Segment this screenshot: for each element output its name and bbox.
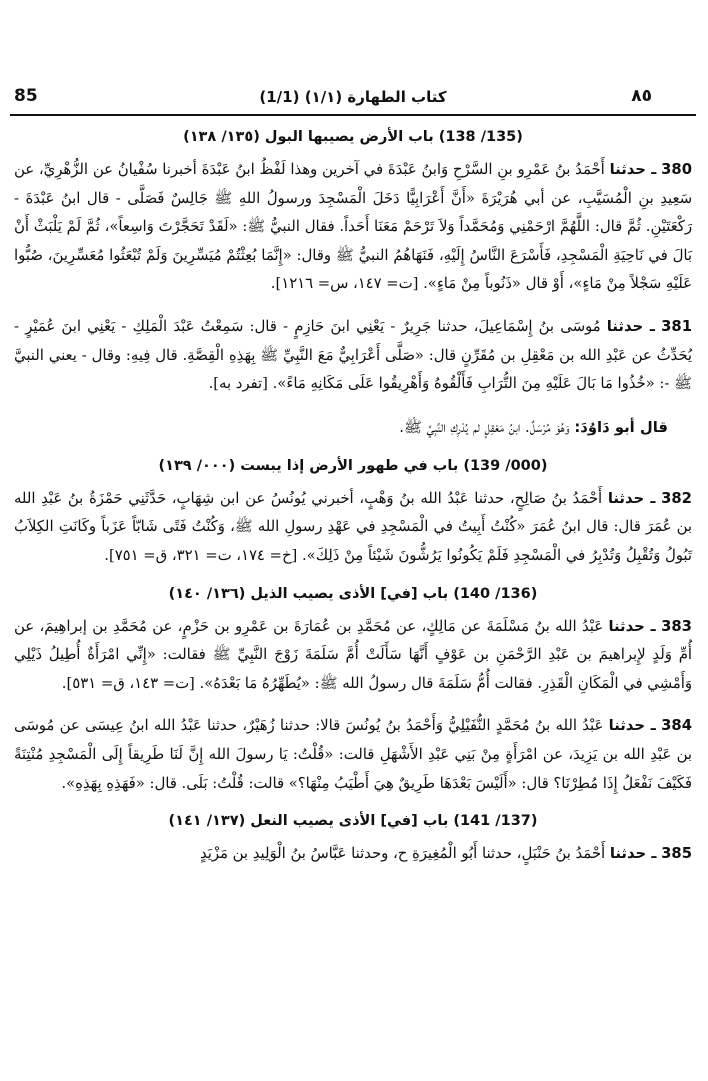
abu-dawud-note xyxy=(14,413,692,443)
hadith-384 xyxy=(14,712,692,798)
hadith-lead: ـ حدثنا xyxy=(609,161,657,178)
hadith-lead: ـ حدثنا xyxy=(606,317,655,335)
hadith-lead: ـ حدثنا xyxy=(607,489,656,507)
chapter-heading-141: (137/ 141) باب [في] الأذى يصيب النعل (١٣٧/ ١٤١) xyxy=(168,813,538,830)
running-title: (1/1) كتاب الطهارة (١/١) xyxy=(259,88,447,106)
hadith-number: 380 xyxy=(661,161,692,178)
page-header xyxy=(10,84,696,116)
page-number-arabic: ٨٥ xyxy=(631,86,652,106)
chapter-heading-139: (000/ 139) باب في طهور الأرض إذا يبست (٠٠٠/ ١٣٩) xyxy=(158,457,548,474)
chapter-heading-138: (135/ 138) باب الأرض يصيبها البول (١٣٥/ ١٣٨) xyxy=(183,129,523,145)
hadith-text: عَبْدُ الله بنُ مَسْلَمَةَ عن مَالِكٍ، عن مُحَمَّدِ بن عُمَارَةَ بن عَمْرِو بن حَزْمٍ، عن مُحَمَّدِ بن إبراهِيمَ، عن أُمِّ وَلَدٍ لإِبراهيمَ بن عَبْدِ الرَّحْمَنِ بن عَوْفٍ أَنَّهَا سَأَلَتْ أُمَّ سَلَمَةَ زَوْجَ النَّبِيِّ ﷺ فقالت: «إِنِّي امْرَأَةٌ أُطِيلُ ذَيْلِي وَأَمْشِي في الْمَكَانِ الْقَذِرِ. فقالت أُمُّ سَلَمَةَ قال رسولُ الله ﷺ: «يُطَهِّرُهُ مَا بَعْدَهُ». [ت= ١٤٣، ق= ٥٣١]. xyxy=(14,617,692,692)
note-text: وَهُوَ مُرْسَلٌ. ابنُ مَعْقِلٍ لم يُدْرِكِ النَّبِيَّ ﷺ. xyxy=(399,418,570,436)
hadith-382 xyxy=(14,485,692,571)
hadith-380 xyxy=(14,156,692,299)
hadith-number: 381 xyxy=(661,317,692,335)
hadith-lead: ـ حدثنا xyxy=(609,845,657,863)
hadith-381 xyxy=(14,313,692,399)
hadith-text: أَحْمَدُ بنُ حَنْبَلٍ، حدثنا أَبُو الْمُغِيرَةِ ح، وحدثنا عَبَّاسُ بنُ الْوَلِيدِ بن مَزْيَدٍ xyxy=(199,845,606,863)
hadith-text: أَحْمَدُ بنُ عَمْرِو بنِ السَّرْحِ وَابنُ عَبْدَةَ في آخرين وهذا لَفْظُ ابنُ عَبْدَةَ أخبرنا سُفْيانُ عن الزُّهْرِيِّ، عن سَعِيدِ بنِ الْمُسَيَّبِ، عن أبي هُرَيْرَةَ «أَنَّ أَعْرَابِيًّا دَخَلَ الْمَسْجِدَ ورسولُ اللهِ ﷺ جَالِسٌ فَصَلَّى - قال ابنُ عَبْدَةَ - رَكْعَتَيْنِ. ثُمَّ قال: اللَّهُمَّ ارْحَمْنِي وَمُحَمَّداً وَلاَ تَرْحَمْ مَعَنَا أَحَداً. فقال النبيُّ ﷺ: «لَقَدْ تَحَجَّرْتَ وَاسِعاً»، ثُمَّ لَمْ يَلْبَثْ أَنْ بَالَ في نَاحِيَةِ الْمَسْجِدِ، فَأَسْرَعَ النَّاسُ إِلَيْهِ، فَنَهَاهُمُ النبيُّ ﷺ وقال: «إِنَّمَا بُعِثْتُمْ مُيَسِّرِينَ وَلَمْ تُبْعَثُوا مُعَسِّرِينَ، صُبُّوا عَلَيْهِ سَجْلاً مِنْ مَاءٍ»، أَوْ قال «ذَنُوباً مِنْ مَاءٍ». [ت= ١٤٧، س= ١٢١٦]. xyxy=(14,161,692,293)
chapter-heading-140: (136/ 140) باب [في] الأذى يصيب الذيل (١٣٦/ ١٤٠) xyxy=(168,585,538,602)
hadith-lead: ـ حدثنا xyxy=(608,617,656,635)
hadith-383 xyxy=(14,613,692,699)
hadith-number: 385 xyxy=(661,845,692,863)
page-number-latin: 85 xyxy=(14,86,38,106)
hadith-text: مُوسَى بنُ إِسْمَاعِيلَ، حدثنا جَرِيرٌ - يَعْنِي ابنَ حَازِمٍ - قال: سَمِعْتُ عَبْدَ الْمَلِكِ - يَعْنِي ابنَ عُمَيْرٍ - يُحَدِّثُ عن عَبْدِ الله بن مَعْقِلِ بن مُقَرِّنٍ قال: «صَلَّى أَعْرَابِيٌّ مَعَ النَّبِيِّ ﷺ بِهَذِهِ الْقِصَّةِ. قال فِيهِ: وقال - يعني النبيَّ ﷺ -: «خُذُوا مَا بَالَ عَلَيْهِ مِنَ التُّرَابِ فَأَلْقُوهُ وَأَهْرِيقُوا عَلَى مَكَانِهِ مَاءً». [تفرد به]. xyxy=(14,317,692,393)
hadith-text: عَبْدُ الله بنُ مُحَمَّدٍ النُّفَيْلِيُّ وَأَحْمَدُ بنُ يُونُسَ قالا: حدثنا زُهَيْرٌ، حدثنا عَبْدُ الله ابنُ عِيسَى عن مُوسَى بن عَبْدِ الله بن يَزِيدَ، عن امْرَأَةٍ مِنْ بَنِي عَبْدِ الأَشْهَلِ قالت: «قُلْتُ: يَا رسولَ الله إِنَّ لَنَا طَرِيقاً إِلَى الْمَسْجِدِ مُنْتِنَةً فَكَيْفَ نَفْعَلُ إِذَا مُطِرْنَا؟ قال: «أَلَيْسَ بَعْدَهَا طَرِيقٌ هِيَ أَطْيَبُ مِنْهَا؟» قالت: قُلْتُ: بَلَى. قال: «فَهَذِهِ بِهَذِهِ». xyxy=(14,717,692,792)
hadith-lead: ـ حدثنا xyxy=(608,717,656,735)
note-label: قال أبو دَاوُدَ: xyxy=(574,418,668,436)
hadith-number: 382 xyxy=(661,489,692,507)
hadith-number: 383 xyxy=(661,617,692,635)
hadith-text: أَحْمَدُ بنُ صَالِحٍ، حدثنا عَبْدُ الله بنُ وَهْبٍ، أخبرني يُونُسُ عن ابن شِهَابٍ، حَدَّثَنِي حَمْزَةُ بنُ عَبْدِ الله بن عُمَرَ قال: قال ابنُ عُمَرَ «كُنْتُ أَبِيتُ في الْمَسْجِدِ في عَهْدِ رسولِ الله ﷺ، وَكُنْتُ فَتًى شَابّاً عَزَباً وكَانَتِ الكِلاَبُ تَبُولُ وَتُقْبِلُ وَتُدْبِرُ في الْمَسْجِدِ فَلَمْ يَكُونُوا يَرُشُّونَ شَيْئاً مِنْ ذَلِكَ». [خ= ١٧٤، ت= ٣٢١، ق= ٧٥١]. xyxy=(14,489,692,564)
hadith-385 xyxy=(14,840,692,869)
page-body xyxy=(14,122,692,869)
hadith-number: 384 xyxy=(661,717,692,735)
